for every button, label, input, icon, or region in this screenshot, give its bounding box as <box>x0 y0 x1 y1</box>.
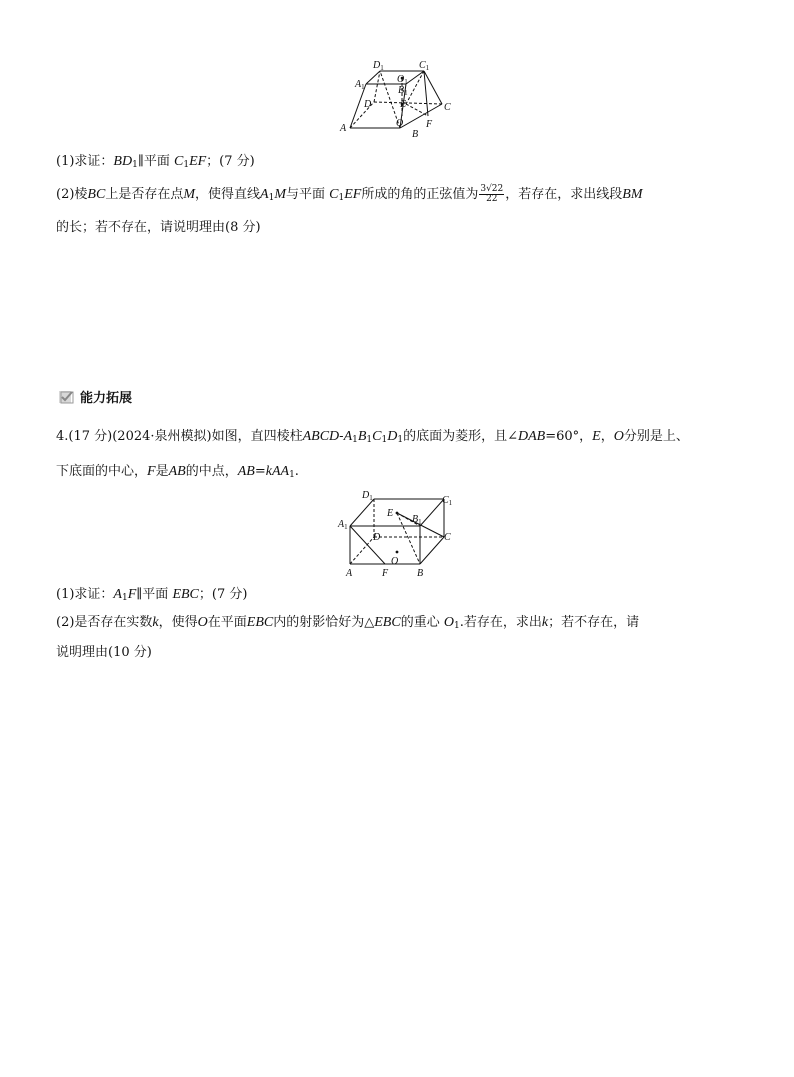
q4-part2-cont: 说明理由(10 分) <box>56 645 152 660</box>
q3-part2: (2)棱BC上是否存在点M，使得直线$A_1M$与平面 $C_1EF$所成的角的正弦值为 $\frac{3√22}{22}$ ，若存在，求出线段BM <box>56 184 643 204</box>
fig1-label-O1: $O_1$ <box>397 74 408 86</box>
fig2-label-C1: $C_1$ <box>442 495 453 507</box>
section-title: 能力拓展 <box>80 391 133 406</box>
q4-part1: (1)求证：$A_1F\parallel$平面 EBC；(7 分) <box>56 587 248 603</box>
fig1-label-A1: $A_1$ <box>355 79 365 91</box>
fig1-label-D: D <box>364 99 372 110</box>
fig1-label-E: E <box>400 99 407 110</box>
fig1-label-C1: $C_1$ <box>419 60 430 72</box>
fig1-label-D1: $D_1$ <box>373 60 384 72</box>
fig2-label-C: C <box>444 532 451 543</box>
prism-figure <box>334 488 464 580</box>
fig1-label-B: B <box>412 129 419 140</box>
q4-line1: 4.(17 分)(2024·泉州模拟)如图，直四棱柱ABCD-$A_1B_1C_1D_1$的底面为菱形，且∠DAB=60°，E，O分别是上、 <box>56 429 689 445</box>
check-box-icon <box>58 389 74 405</box>
fig2-label-F: F <box>382 568 389 579</box>
fig2-label-A: A <box>346 568 353 579</box>
fig1-label-F: F <box>426 119 433 130</box>
q3-part2-cont: 的长；若不存在，请说明理由(8 分) <box>56 220 261 235</box>
fig2-label-D1: $D_1$ <box>362 490 373 502</box>
q4-part2: (2)是否存在实数k，使得O在平面EBC内的射影恰好为△EBC的重心 $O_1$.若存在，求出k；若不存在，请 <box>56 615 640 631</box>
frustum-figure <box>336 58 462 142</box>
fig2-label-D: D <box>373 532 381 543</box>
fig1-label-B1: $B_1$ <box>398 85 408 97</box>
sine-value-fraction: $\frac{3√22}{22}$ <box>480 184 504 204</box>
fig2-label-O: O <box>391 556 399 567</box>
fig2-label-E: E <box>387 508 394 519</box>
fig1-label-A: A <box>340 123 347 134</box>
fig2-label-A1: $A_1$ <box>338 519 348 531</box>
fig2-label-B: B <box>417 568 424 579</box>
fig1-label-C: C <box>444 102 451 113</box>
q3-part1: (1)求证：$BD_1\parallel$平面 $C_1EF$；(7 分) <box>56 154 255 170</box>
section-heading <box>58 387 132 406</box>
fig1-label-O: O <box>396 118 404 129</box>
fig2-label-B1: $B_1$ <box>412 514 422 526</box>
q4-line2: 下底面的中心，F是AB的中点，AB=kAA$_1$. <box>56 464 299 480</box>
